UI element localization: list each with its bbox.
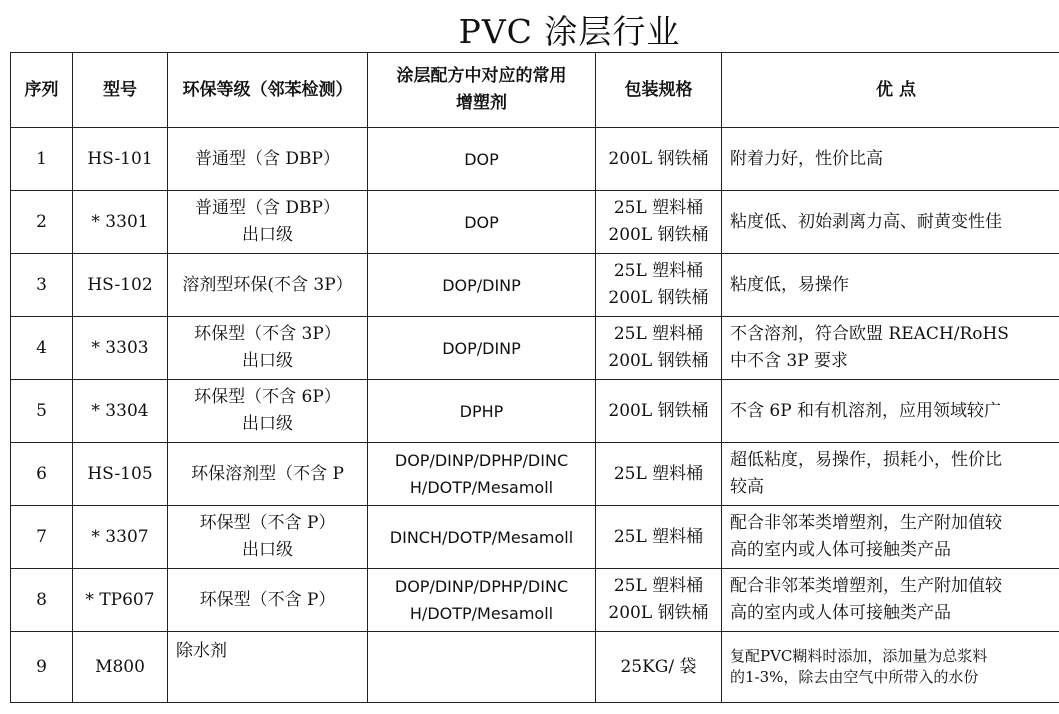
header-model: 型号 — [73, 53, 168, 128]
plasticizer-cell: DOP — [368, 191, 596, 254]
model-cell: * TP607 — [73, 569, 168, 632]
table-row — [11, 569, 1059, 632]
packaging-cell: 25L 塑料桶 — [596, 506, 722, 569]
page-title: PVC 涂层行业 — [458, 12, 681, 51]
model-cell: HS-105 — [73, 443, 168, 506]
plasticizer-cell: DOP/DINP/DPHP/DINC H/DOTP/Mesamoll — [368, 569, 596, 632]
eco-grade-cell: 环保型（不含 P） 出口级 — [168, 506, 368, 569]
table-row — [11, 380, 1059, 443]
packaging-cell: 25L 塑料桶 200L 钢铁桶 — [596, 191, 722, 254]
model-cell: HS-102 — [73, 254, 168, 317]
header-plasticizer: 涂层配方中对应的常用 增塑剂 — [368, 53, 596, 128]
plasticizer-cell: DOP — [368, 128, 596, 191]
eco-grade-cell: 环保溶剂型（不含 P — [168, 443, 368, 506]
packaging-cell: 25L 塑料桶 200L 钢铁桶 — [596, 254, 722, 317]
eco-grade-cell: 溶剂型环保(不含 3P） — [168, 254, 368, 317]
model-cell: * 3301 — [73, 191, 168, 254]
serial-cell: 3 — [11, 254, 73, 317]
model-cell: * 3307 — [73, 506, 168, 569]
header-eco-grade: 环保等级（邻苯检测） — [168, 53, 368, 128]
eco-grade-cell: 普通型（含 DBP） 出口级 — [168, 191, 368, 254]
table-row — [11, 254, 1059, 317]
eco-grade-cell: 环保型（不含 6P） 出口级 — [168, 380, 368, 443]
table-header-row — [11, 53, 1059, 128]
advantages-cell: 不含溶剂，符合欧盟 REACH/RoHS 中不含 3P 要求 — [722, 317, 1059, 380]
table-row — [11, 128, 1059, 191]
advantages-cell: 粘度低，易操作 — [722, 254, 1059, 317]
serial-cell: 2 — [11, 191, 73, 254]
table-row — [11, 191, 1059, 254]
model-cell: HS-101 — [73, 128, 168, 191]
packaging-cell: 25L 塑料桶 200L 钢铁桶 — [596, 569, 722, 632]
advantages-cell: 超低粘度，易操作，损耗小，性价比 较高 — [722, 443, 1059, 506]
header-serial: 序列 — [11, 53, 73, 128]
plasticizer-cell: DOP/DINP — [368, 317, 596, 380]
plasticizer-cell: DOP/DINP — [368, 254, 596, 317]
serial-cell: 5 — [11, 380, 73, 443]
plasticizer-cell — [368, 632, 596, 703]
packaging-cell: 25L 塑料桶 200L 钢铁桶 — [596, 317, 722, 380]
advantages-cell: 配合非邻苯类增塑剂，生产附加值较 高的室内或人体可接触类产品 — [722, 569, 1059, 632]
advantages-cell: 附着力好，性价比高 — [722, 128, 1059, 191]
serial-cell: 9 — [11, 632, 73, 703]
table-row — [11, 506, 1059, 569]
table-row — [11, 632, 1059, 703]
packaging-cell: 200L 钢铁桶 — [596, 128, 722, 191]
serial-cell: 6 — [11, 443, 73, 506]
model-cell: * 3304 — [73, 380, 168, 443]
header-packaging: 包装规格 — [596, 53, 722, 128]
packaging-cell: 25L 塑料桶 — [596, 443, 722, 506]
advantages-cell: 配合非邻苯类增塑剂，生产附加值较 高的室内或人体可接触类产品 — [722, 506, 1059, 569]
plasticizer-cell: DOP/DINP/DPHP/DINC H/DOTP/Mesamoll — [368, 443, 596, 506]
eco-grade-cell: 环保型（不含 3P） 出口级 — [168, 317, 368, 380]
advantages-cell: 粘度低、初始剥离力高、耐黄变性佳 — [722, 191, 1059, 254]
table-row — [11, 443, 1059, 506]
model-cell: * 3303 — [73, 317, 168, 380]
serial-cell: 7 — [11, 506, 73, 569]
advantages-cell: 不含 6P 和有机溶剂，应用领域较广 — [722, 380, 1059, 443]
advantages-cell: 复配PVC糊料时添加，添加量为总浆料 的1-3%，除去由空气中所带入的水份 — [722, 632, 1059, 703]
table-row — [11, 317, 1059, 380]
serial-cell: 1 — [11, 128, 73, 191]
plasticizer-cell: DPHP — [368, 380, 596, 443]
header-advantages: 优 点 — [722, 53, 1059, 128]
packaging-cell: 200L 钢铁桶 — [596, 380, 722, 443]
eco-grade-cell: 除水剂 — [168, 632, 368, 703]
eco-grade-cell: 普通型（含 DBP） — [168, 128, 368, 191]
model-cell: M800 — [73, 632, 168, 703]
eco-grade-cell: 环保型（不含 P） — [168, 569, 368, 632]
product-table — [10, 52, 1059, 703]
serial-cell: 4 — [11, 317, 73, 380]
serial-cell: 8 — [11, 569, 73, 632]
packaging-cell: 25KG/ 袋 — [596, 632, 722, 703]
plasticizer-cell: DINCH/DOTP/Mesamoll — [368, 506, 596, 569]
